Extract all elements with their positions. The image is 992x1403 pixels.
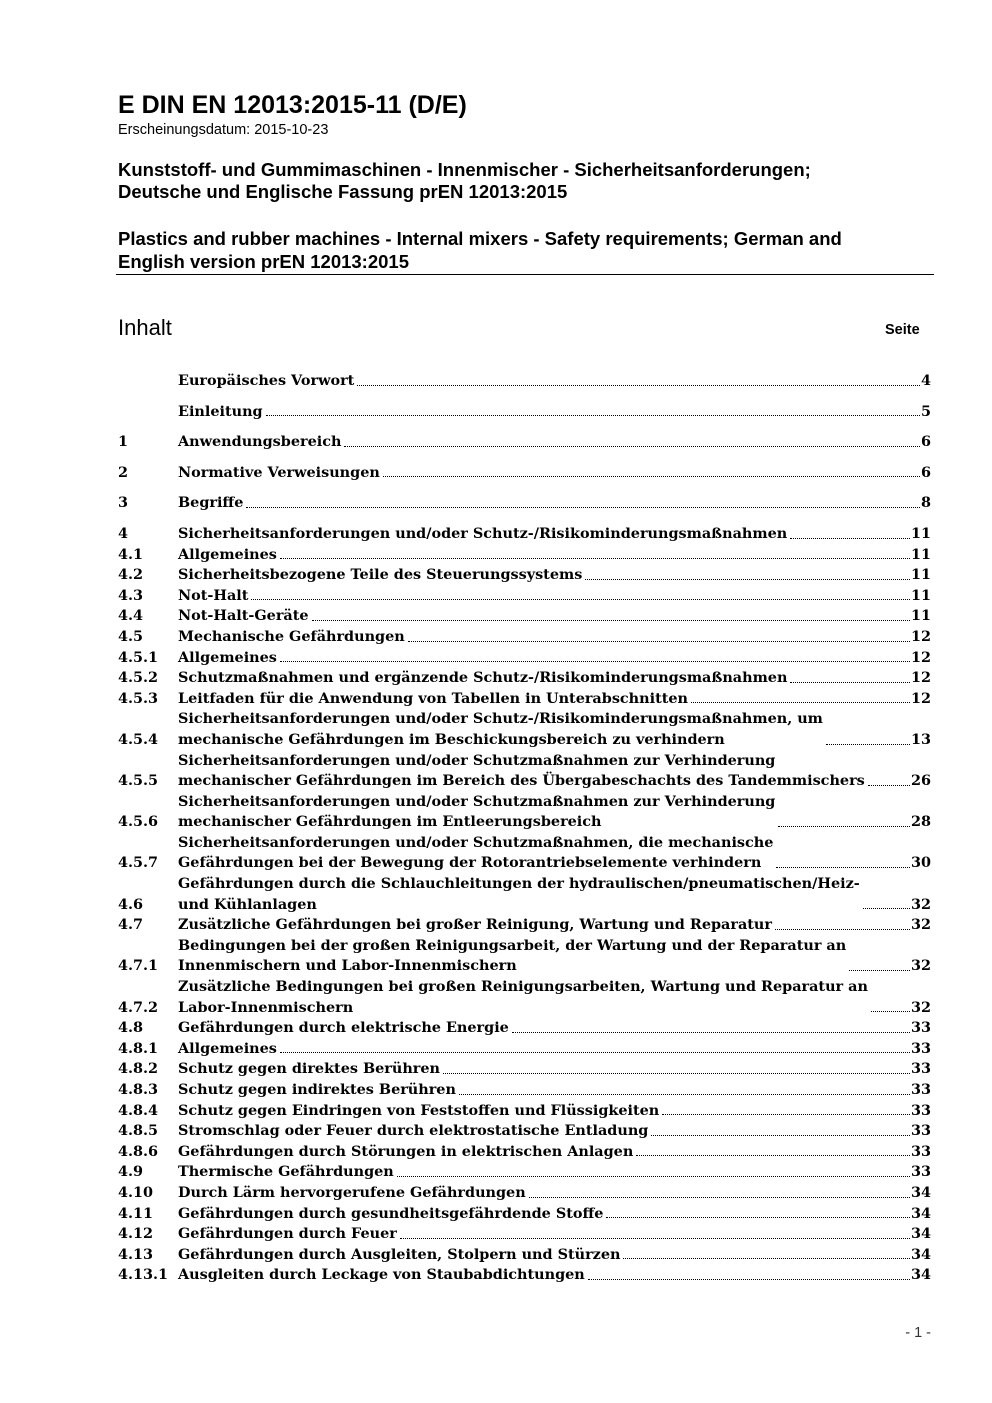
toc-entry-body xyxy=(178,668,931,689)
toc-entry-number: 4.5 xyxy=(118,627,144,645)
toc-entry-body xyxy=(178,524,931,545)
toc-entry[interactable] xyxy=(118,524,931,545)
toc-entry[interactable] xyxy=(118,627,931,648)
toc-entry-number: 1 xyxy=(118,433,129,451)
toc-entry-page: 11 xyxy=(910,586,931,604)
toc-entry-page: 32 xyxy=(910,957,931,975)
toc-entry-page: 33 xyxy=(910,1060,931,1078)
toc-entry-page: 11 xyxy=(910,524,931,542)
table-of-contents xyxy=(118,371,931,1286)
toc-entry-body xyxy=(178,1059,931,1080)
toc-entry-number: 4.10 xyxy=(118,1183,154,1201)
toc-entry[interactable] xyxy=(118,1080,931,1101)
toc-entry-title xyxy=(178,586,248,607)
toc-dot-leader xyxy=(636,1155,910,1156)
toc-entry-title-line: Anwendungsbereich xyxy=(178,433,342,451)
toc-dot-leader xyxy=(871,1011,910,1012)
toc-dot-leader xyxy=(868,785,910,786)
toc-entry-title xyxy=(178,1121,648,1142)
toc-entry-number: 4.7.1 xyxy=(118,957,159,975)
toc-entry[interactable] xyxy=(118,606,931,627)
toc-dot-leader xyxy=(863,908,910,909)
toc-entry-page: 30 xyxy=(910,854,931,872)
toc-entry-title-line: Sicherheitsanforderungen und/oder Schutzmaßnahmen zur Verhinderung xyxy=(178,751,776,769)
toc-dot-leader xyxy=(776,867,910,868)
toc-entry-number: 4.5.6 xyxy=(118,813,159,831)
toc-entry[interactable] xyxy=(118,1162,931,1183)
toc-dot-leader xyxy=(400,1238,910,1239)
toc-entry[interactable] xyxy=(118,586,931,607)
toc-entry[interactable] xyxy=(118,936,931,977)
toc-entry-page: 33 xyxy=(910,1019,931,1037)
toc-entry-title-line: Begriffe xyxy=(178,494,244,512)
toc-entry-title-line: Durch Lärm hervorgerufene Gefährdungen xyxy=(178,1183,526,1201)
toc-entry[interactable] xyxy=(118,463,931,484)
toc-dot-leader xyxy=(778,826,910,827)
toc-dot-leader xyxy=(651,1135,910,1136)
toc-entry-number: 4.11 xyxy=(118,1204,154,1222)
toc-entry-title xyxy=(178,1224,397,1245)
toc-entry-title-line: Not-Halt-Geräte xyxy=(178,607,309,625)
toc-entry-title-line: Sicherheitsanforderungen und/oder Schutz-/Risikominderungsmaßnahmen, um xyxy=(178,710,823,728)
toc-entry[interactable] xyxy=(118,1101,931,1122)
toc-entry[interactable] xyxy=(118,1059,931,1080)
toc-entry-number: 4.5.2 xyxy=(118,669,159,687)
toc-entry-body xyxy=(178,432,931,453)
toc-entry-title xyxy=(178,668,787,689)
toc-entry-title-line: Innenmischern und Labor-Innenmischern xyxy=(178,957,517,975)
toc-entry-body xyxy=(178,1018,931,1039)
toc-entry-title-line: Schutz gegen direktes Berühren xyxy=(178,1060,440,1078)
toc-entry-title-line: Allgemeines xyxy=(178,1039,277,1057)
toc-entry-page: 34 xyxy=(910,1204,931,1222)
toc-entry-body xyxy=(178,1101,931,1122)
toc-entry-title-line: Schutz gegen Eindringen von Feststoffen und Flüssigkeiten xyxy=(178,1101,660,1119)
toc-entry-body xyxy=(178,1162,931,1183)
toc-entry-body xyxy=(178,1204,931,1225)
toc-entry-number: 4.8.5 xyxy=(118,1122,159,1140)
toc-entry-title xyxy=(178,1245,620,1266)
toc-entry[interactable] xyxy=(118,1183,931,1204)
toc-entry-title-line: mechanischer Gefährdungen im Bereich des Übergabeschachts des Tandemmischers xyxy=(178,772,865,790)
toc-entry-page: 12 xyxy=(910,648,931,666)
toc-entry-title-line: Gefährdungen durch Ausgleiten, Stolpern und Stürzen xyxy=(178,1245,621,1263)
toc-entry-title xyxy=(178,915,772,936)
toc-entry-page: 32 xyxy=(910,895,931,913)
toc-entry-page: 34 xyxy=(910,1183,931,1201)
toc-entry-number: 4.13.1 xyxy=(118,1266,169,1284)
toc-entry[interactable] xyxy=(118,1039,931,1060)
toc-entry[interactable] xyxy=(118,833,931,874)
toc-entry-title xyxy=(178,1018,509,1039)
toc-entry[interactable] xyxy=(118,668,931,689)
toc-entry-title xyxy=(178,606,309,627)
toc-entry-body xyxy=(178,606,931,627)
toc-entry-title-line: Gefährdungen durch Feuer xyxy=(178,1225,397,1243)
toc-dot-leader xyxy=(606,1217,910,1218)
toc-entry-title-line: Sicherheitsanforderungen und/oder Schutzmaßnahmen zur Verhinderung xyxy=(178,792,776,810)
toc-entry-body xyxy=(178,1265,931,1286)
toc-entry[interactable] xyxy=(118,977,931,1018)
document-id: E DIN EN 12013:2015-11 (D/E) xyxy=(118,91,467,119)
toc-entry-page: 32 xyxy=(910,998,931,1016)
toc-entry-number: 4.12 xyxy=(118,1225,154,1243)
toc-entry-number: 4.8.3 xyxy=(118,1081,159,1098)
publication-date-value: 2015-10-23 xyxy=(254,122,329,138)
toc-entry-body xyxy=(178,874,931,915)
toc-entry-page: 8 xyxy=(920,494,931,512)
toc-dot-leader xyxy=(826,744,910,745)
toc-entry-title xyxy=(178,545,277,566)
toc-entry-body xyxy=(178,1121,931,1142)
toc-entry-body xyxy=(178,709,931,750)
toc-entry-title xyxy=(178,1142,633,1163)
toc-entry-title-line: Schutz gegen indirektes Berühren xyxy=(178,1081,456,1098)
toc-entry[interactable] xyxy=(118,792,931,833)
toc-entry-number: 4.8.2 xyxy=(118,1060,159,1078)
toc-entry-body xyxy=(178,751,931,792)
toc-entry-title xyxy=(178,936,846,977)
toc-entry-title xyxy=(178,371,354,392)
toc-entry-title xyxy=(178,432,341,453)
toc-entry[interactable] xyxy=(118,1204,931,1225)
toc-dot-leader xyxy=(849,970,910,971)
toc-entry-title-line: Europäisches Vorwort xyxy=(178,372,355,389)
toc-entry[interactable] xyxy=(118,402,931,423)
toc-dot-leader xyxy=(312,620,910,621)
toc-entry-body xyxy=(178,1080,931,1101)
page-column-label: Seite xyxy=(885,322,920,338)
toc-entry[interactable] xyxy=(118,689,931,710)
toc-entry-page: 12 xyxy=(910,689,931,707)
toc-entry-number: 4.9 xyxy=(118,1163,144,1181)
toc-entry-title-line: Gefährdungen durch gesundheitsgefährdende Stoffe xyxy=(178,1204,604,1222)
toc-entry-title-line: Mechanische Gefährdungen xyxy=(178,627,405,645)
toc-entry-number: 4.8 xyxy=(118,1019,144,1037)
title-german-line: Deutsche und Englische Fassung prEN 12013:2015 xyxy=(118,181,568,202)
toc-entry-body xyxy=(178,1183,931,1204)
toc-entry[interactable] xyxy=(118,1224,931,1245)
toc-entry-title-line: Labor-Innenmischern xyxy=(178,998,354,1016)
toc-entry[interactable] xyxy=(118,874,931,915)
toc-entry-title-line: Zusätzliche Bedingungen bei großen Reinigungsarbeiten, Wartung und Reparatur an xyxy=(178,978,868,996)
toc-dot-leader xyxy=(397,1176,910,1177)
toc-entry-number: 4.8.6 xyxy=(118,1142,159,1160)
toc-entry-title xyxy=(178,689,688,710)
toc-entry-page: 32 xyxy=(910,916,931,934)
toc-dot-leader xyxy=(280,558,910,559)
toc-dot-leader xyxy=(383,476,920,477)
toc-dot-leader xyxy=(266,415,920,416)
toc-entry-title-line: Leitfaden für die Anwendung von Tabellen in Unterabschnitten xyxy=(178,689,688,707)
toc-entry-number: 4.8.1 xyxy=(118,1039,159,1057)
toc-dot-leader xyxy=(623,1258,910,1259)
toc-entry-title xyxy=(178,1265,585,1286)
toc-entry-title-line: mechanischer Gefährdungen im Entleerungsbereich xyxy=(178,813,602,831)
toc-entry-body xyxy=(178,371,931,392)
toc-entry-body xyxy=(178,1039,931,1060)
toc-entry-title-line: Ausgleiten durch Leckage von Staubabdichtungen xyxy=(178,1266,585,1284)
toc-entry-page: 11 xyxy=(910,566,931,584)
toc-entry-page: 34 xyxy=(910,1245,931,1263)
toc-entry-body xyxy=(178,648,931,669)
toc-dot-leader xyxy=(790,682,910,683)
toc-entry-number: 4.3 xyxy=(118,586,144,604)
toc-entry-page: 33 xyxy=(910,1081,931,1098)
toc-entry-title-line: Bedingungen bei der großen Reinigungsarbeit, der Wartung und der Reparatur an xyxy=(178,936,847,954)
toc-entry-title-line: Gefährdungen bei der Bewegung der Rotorantriebselemente verhindern xyxy=(178,854,762,872)
toc-entry-number: 4.4 xyxy=(118,607,144,625)
toc-entry-body xyxy=(178,627,931,648)
toc-entry-title xyxy=(178,977,868,1018)
toc-heading: Inhalt xyxy=(118,315,172,340)
toc-entry-title-line: Sicherheitsanforderungen und/oder Schutz-/Risikominderungsmaßnahmen xyxy=(178,524,788,542)
toc-entry-page: 6 xyxy=(920,433,931,451)
toc-entry-title-line: Normative Verweisungen xyxy=(178,463,380,481)
toc-dot-leader xyxy=(529,1197,910,1198)
toc-entry-title xyxy=(178,709,823,750)
toc-entry[interactable] xyxy=(118,565,931,586)
toc-entry-body xyxy=(178,1224,931,1245)
toc-entry-title-line: Einleitung xyxy=(178,402,263,420)
toc-entry-title-line: Thermische Gefährdungen xyxy=(178,1163,394,1181)
toc-entry[interactable] xyxy=(118,1121,931,1142)
toc-entry-page: 33 xyxy=(910,1039,931,1057)
toc-entry-page: 33 xyxy=(910,1142,931,1160)
toc-dot-leader xyxy=(246,507,920,508)
toc-entry-page: 12 xyxy=(910,627,931,645)
toc-entry-title xyxy=(178,792,775,833)
toc-entry-body xyxy=(178,792,931,833)
toc-dot-leader xyxy=(443,1073,910,1074)
toc-entry-body xyxy=(178,1142,931,1163)
toc-entry-title-line: Stromschlag oder Feuer durch elektrostatische Entladung xyxy=(178,1122,649,1140)
toc-entry-number: 4.8.4 xyxy=(118,1101,159,1119)
toc-dot-leader xyxy=(280,1052,910,1053)
toc-entry-number: 4 xyxy=(118,524,129,542)
toc-entry-title xyxy=(178,493,243,514)
toc-entry-page: 5 xyxy=(920,402,931,420)
toc-entry-number: 4.2 xyxy=(118,566,144,584)
toc-entry[interactable] xyxy=(118,709,931,750)
toc-entry-body xyxy=(178,977,931,1018)
toc-entry-page: 26 xyxy=(910,772,931,790)
title-divider xyxy=(116,274,934,275)
toc-entry-page: 33 xyxy=(910,1122,931,1140)
toc-entry-title-line: Gefährdungen durch Störungen in elektrischen Anlagen xyxy=(178,1142,634,1160)
toc-dot-leader xyxy=(585,579,910,580)
toc-entry[interactable] xyxy=(118,371,931,392)
toc-entry-title xyxy=(178,751,865,792)
toc-entry-page: 34 xyxy=(910,1225,931,1243)
toc-entry-title xyxy=(178,1039,277,1060)
toc-entry-title-line: und Kühlanlagen xyxy=(178,895,317,913)
toc-entry-title-line: Zusätzliche Gefährdungen bei großer Reinigung, Wartung und Reparatur xyxy=(178,916,772,934)
toc-entry-title xyxy=(178,565,582,586)
toc-entry[interactable] xyxy=(118,493,931,514)
toc-entry-number: 4.7 xyxy=(118,916,144,934)
toc-entry-number: 4.5.1 xyxy=(118,648,159,666)
toc-dot-leader xyxy=(280,661,910,662)
toc-entry-body xyxy=(178,936,931,977)
toc-entry-page: 28 xyxy=(910,813,931,831)
toc-entry-body xyxy=(178,565,931,586)
toc-entry-page: 12 xyxy=(910,669,931,687)
title-german xyxy=(118,159,918,203)
toc-entry-title xyxy=(178,463,380,484)
toc-dot-leader xyxy=(588,1279,910,1280)
toc-entry-body xyxy=(178,833,931,874)
toc-dot-leader xyxy=(790,538,910,539)
publication-date xyxy=(118,121,328,139)
toc-entry-body xyxy=(178,689,931,710)
toc-entry-title xyxy=(178,524,787,545)
toc-entry-number: 4.5.3 xyxy=(118,689,159,707)
title-german-line: Kunststoff- und Gummimaschinen - Innenmischer - Sicherheitsanforderungen; xyxy=(118,159,811,180)
toc-entry-number: 4.6 xyxy=(118,895,144,913)
toc-dot-leader xyxy=(251,599,910,600)
toc-entry-title-line: Gefährdungen durch die Schlauchleitungen der hydraulischen/pneumatischen/Heiz- xyxy=(178,875,860,893)
toc-entry-title xyxy=(178,1183,526,1204)
toc-entry-title xyxy=(178,1080,456,1101)
toc-entry-title-line: Allgemeines xyxy=(178,648,277,666)
toc-entry-title-line: Schutzmaßnahmen und ergänzende Schutz-/Risikominderungsmaßnahmen xyxy=(178,669,788,687)
toc-entry[interactable] xyxy=(118,1245,931,1266)
toc-dot-leader xyxy=(662,1114,910,1115)
toc-dot-leader xyxy=(357,385,920,386)
toc-entry-number: 2 xyxy=(118,463,129,481)
toc-entry-number: 4.5.4 xyxy=(118,730,159,748)
toc-entry-title-line: Gefährdungen durch elektrische Energie xyxy=(178,1019,509,1037)
toc-entry-number: 4.7.2 xyxy=(118,998,159,1016)
toc-dot-leader xyxy=(408,641,910,642)
toc-entry-title xyxy=(178,648,277,669)
toc-entry-body xyxy=(178,915,931,936)
toc-entry-number: 4.5.7 xyxy=(118,854,159,872)
toc-entry-body xyxy=(178,402,931,423)
toc-entry-body xyxy=(178,463,931,484)
toc-entry-title xyxy=(178,1059,440,1080)
toc-entry-page: 13 xyxy=(910,730,931,748)
publication-date-label: Erscheinungsdatum: xyxy=(118,122,251,138)
toc-entry-title-line: Allgemeines xyxy=(178,545,277,563)
toc-entry-number: 4.5.5 xyxy=(118,772,159,790)
toc-entry-body xyxy=(178,1245,931,1266)
toc-entry-title xyxy=(178,1101,659,1122)
toc-entry-title xyxy=(178,833,773,874)
toc-entry-page: 34 xyxy=(910,1266,931,1284)
toc-entry[interactable] xyxy=(118,1142,931,1163)
toc-dot-leader xyxy=(512,1032,910,1033)
toc-entry-page: 33 xyxy=(910,1163,931,1181)
toc-entry-body xyxy=(178,545,931,566)
toc-entry-page: 4 xyxy=(920,372,931,389)
toc-dot-leader xyxy=(459,1094,910,1095)
toc-entry-number: 4.13 xyxy=(118,1245,154,1263)
toc-entry-title-line: Not-Halt xyxy=(178,586,249,604)
toc-entry-title-line: Sicherheitsanforderungen und/oder Schutzmaßnahmen, die mechanische xyxy=(178,833,774,851)
toc-entry-page: 6 xyxy=(920,463,931,481)
toc-entry-body xyxy=(178,586,931,607)
toc-entry[interactable] xyxy=(118,432,931,453)
toc-entry-body xyxy=(178,493,931,514)
toc-entry-page: 33 xyxy=(910,1101,931,1119)
toc-entry-title-line: mechanische Gefährdungen im Beschickungsbereich zu verhindern xyxy=(178,730,725,748)
page-number: - 1 - xyxy=(905,1325,931,1341)
toc-entry[interactable] xyxy=(118,1265,931,1286)
toc-entry-title xyxy=(178,1162,394,1183)
toc-entry-title xyxy=(178,1204,603,1225)
toc-entry-page: 11 xyxy=(910,607,931,625)
title-english-line: English version prEN 12013:2015 xyxy=(118,251,409,272)
toc-entry[interactable] xyxy=(118,648,931,669)
toc-dot-leader xyxy=(775,929,910,930)
toc-entry-title-line: Sicherheitsbezogene Teile des Steuerungssystems xyxy=(178,566,583,584)
toc-entry-number: 3 xyxy=(118,494,129,512)
toc-dot-leader xyxy=(344,446,920,447)
toc-entry-number: 4.1 xyxy=(118,545,144,563)
toc-entry[interactable] xyxy=(118,545,931,566)
title-english xyxy=(118,227,918,273)
title-english-line: Plastics and rubber machines - Internal mixers - Safety requirements; German and xyxy=(118,228,842,249)
toc-entry-page: 11 xyxy=(910,545,931,563)
toc-entry[interactable] xyxy=(118,751,931,792)
toc-entry[interactable] xyxy=(118,1018,931,1039)
toc-entry-title xyxy=(178,402,263,423)
toc-entry-title xyxy=(178,627,405,648)
toc-entry-title xyxy=(178,874,860,915)
toc-entry[interactable] xyxy=(118,915,931,936)
toc-dot-leader xyxy=(691,702,910,703)
